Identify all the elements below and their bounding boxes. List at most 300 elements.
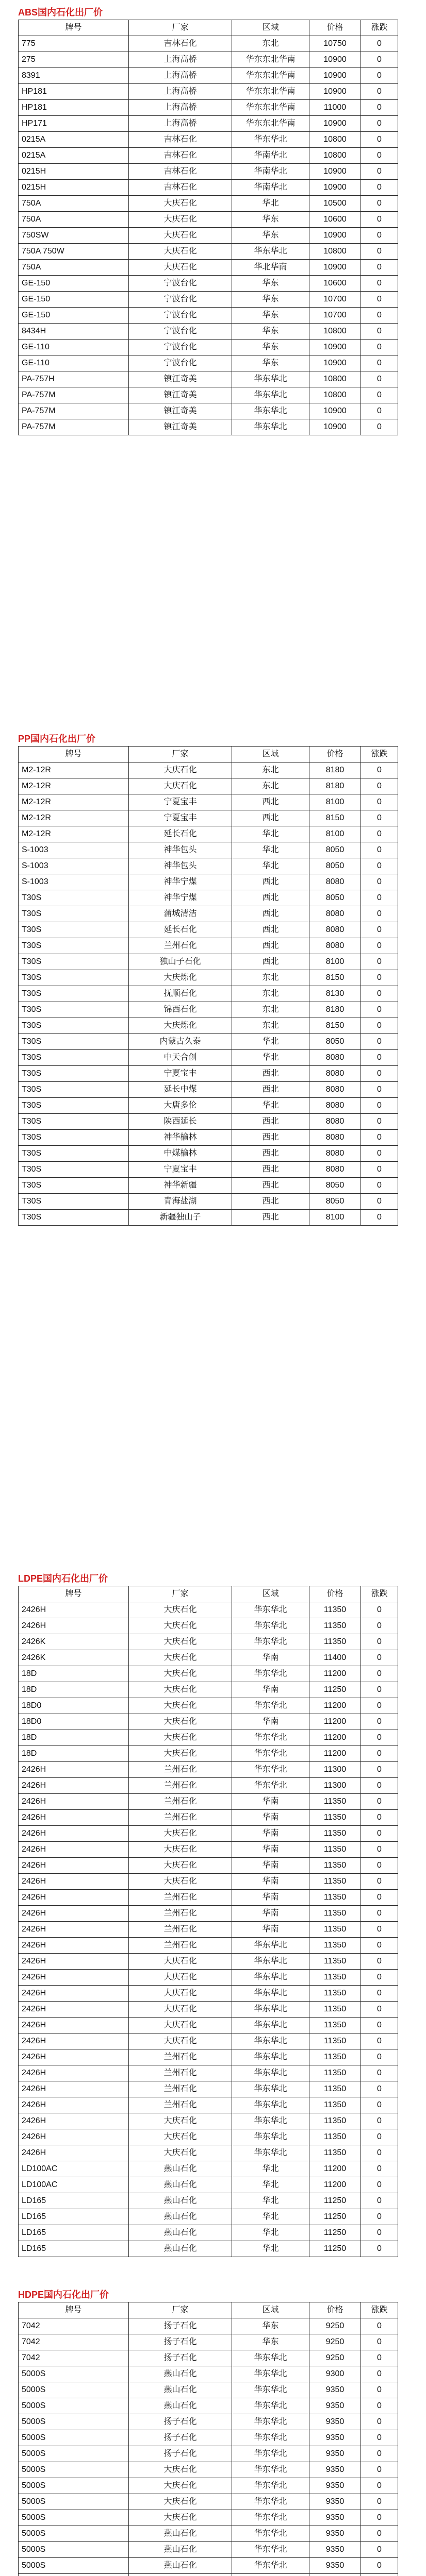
table-row bbox=[19, 212, 398, 228]
producer-cell: 青海盐湖 bbox=[129, 1194, 232, 1210]
grade-cell: 2426H bbox=[19, 2129, 129, 2145]
producer-cell: 扬子石化 bbox=[129, 2350, 232, 2366]
table-row bbox=[19, 1954, 398, 1970]
table-row bbox=[19, 2462, 398, 2478]
change-cell: 0 bbox=[361, 1066, 398, 1082]
column-header: 厂家 bbox=[129, 20, 232, 36]
grade-cell: T30S bbox=[19, 1066, 129, 1082]
region-cell: 华北 bbox=[232, 2193, 309, 2209]
grade-cell: 5000S bbox=[19, 2382, 129, 2398]
region-cell: 华东华北 bbox=[232, 1762, 309, 1778]
grade-cell: 2426H bbox=[19, 1602, 129, 1618]
grade-cell: 5000S bbox=[19, 2446, 129, 2462]
change-cell: 0 bbox=[361, 2161, 398, 2177]
grade-cell: 5000S bbox=[19, 2366, 129, 2382]
change-cell: 0 bbox=[361, 1730, 398, 1746]
grade-cell: 750A bbox=[19, 260, 129, 276]
producer-cell: 扬子石化 bbox=[129, 2446, 232, 2462]
price-cell: 11200 bbox=[309, 1666, 361, 1682]
producer-cell: 宁波台化 bbox=[129, 355, 232, 371]
producer-cell: 大庆石化 bbox=[129, 2494, 232, 2510]
table-row bbox=[19, 419, 398, 435]
grade-cell: PA-757H bbox=[19, 371, 129, 387]
price-cell: 9250 bbox=[309, 2350, 361, 2366]
region-cell: 华东华北 bbox=[232, 1938, 309, 1954]
section-title: LDPE国内石化出厂价 bbox=[18, 1573, 108, 1584]
change-cell: 0 bbox=[361, 2033, 398, 2049]
change-cell: 0 bbox=[361, 52, 398, 68]
producer-cell: 大庆石化 bbox=[129, 196, 232, 212]
table-row bbox=[19, 874, 398, 890]
grade-cell: PA-757M bbox=[19, 419, 129, 435]
table-row bbox=[19, 340, 398, 355]
region-cell: 华东华北 bbox=[232, 1730, 309, 1746]
producer-cell: 神华包头 bbox=[129, 858, 232, 874]
grade-cell: 5000S bbox=[19, 2398, 129, 2414]
change-cell: 0 bbox=[361, 1986, 398, 2002]
table-row bbox=[19, 2382, 398, 2398]
change-cell: 0 bbox=[361, 1890, 398, 1906]
producer-cell: 独山子石化 bbox=[129, 954, 232, 970]
price-table bbox=[18, 1586, 398, 2257]
section-title: ABS国内石化出厂价 bbox=[18, 7, 103, 18]
column-header: 厂家 bbox=[129, 747, 232, 762]
change-cell: 0 bbox=[361, 324, 398, 340]
grade-cell: 7042 bbox=[19, 2350, 129, 2366]
region-cell: 华东华北 bbox=[232, 387, 309, 403]
price-cell: 10900 bbox=[309, 116, 361, 132]
price-cell: 8080 bbox=[309, 1114, 361, 1130]
producer-cell: 上海高桥 bbox=[129, 68, 232, 84]
price-section bbox=[18, 5, 398, 435]
price-cell: 10800 bbox=[309, 132, 361, 148]
region-cell: 华南华北 bbox=[232, 164, 309, 180]
grade-cell: T30S bbox=[19, 1114, 129, 1130]
price-cell: 8080 bbox=[309, 1098, 361, 1114]
producer-cell: 吉林石化 bbox=[129, 132, 232, 148]
producer-cell: 中天合创 bbox=[129, 1050, 232, 1066]
table-row bbox=[19, 2097, 398, 2113]
table-row bbox=[19, 1210, 398, 1226]
change-cell: 0 bbox=[361, 2177, 398, 2193]
price-cell: 8080 bbox=[309, 1050, 361, 1066]
change-cell: 0 bbox=[361, 1162, 398, 1178]
price-cell: 11200 bbox=[309, 1730, 361, 1746]
table-row bbox=[19, 1634, 398, 1650]
producer-cell: 兰州石化 bbox=[129, 1906, 232, 1922]
region-cell: 华北 bbox=[232, 826, 309, 842]
price-cell: 9350 bbox=[309, 2478, 361, 2494]
table-row bbox=[19, 1890, 398, 1906]
change-cell: 0 bbox=[361, 276, 398, 292]
region-cell: 华东华北 bbox=[232, 1778, 309, 1794]
table-row bbox=[19, 1114, 398, 1130]
producer-cell: 神华新疆 bbox=[129, 1178, 232, 1194]
grade-cell: T30S bbox=[19, 954, 129, 970]
region-cell: 华南 bbox=[232, 1650, 309, 1666]
grade-cell: M2-12R bbox=[19, 778, 129, 794]
region-cell: 华东东北华南 bbox=[232, 84, 309, 100]
change-cell: 0 bbox=[361, 1194, 398, 1210]
grade-cell: 2426H bbox=[19, 2065, 129, 2081]
grade-cell: 0215A bbox=[19, 148, 129, 164]
price-cell: 11350 bbox=[309, 2065, 361, 2081]
change-cell: 0 bbox=[361, 762, 398, 778]
price-cell: 10800 bbox=[309, 387, 361, 403]
region-cell: 华东 bbox=[232, 292, 309, 308]
producer-cell: 兰州石化 bbox=[129, 2081, 232, 2097]
change-cell: 0 bbox=[361, 1858, 398, 1874]
price-cell: 10900 bbox=[309, 180, 361, 196]
price-cell: 10800 bbox=[309, 244, 361, 260]
grade-cell: T30S bbox=[19, 890, 129, 906]
price-cell: 9350 bbox=[309, 2446, 361, 2462]
grade-cell: 18D bbox=[19, 1666, 129, 1682]
table-row bbox=[19, 2177, 398, 2193]
region-cell: 华东东北华南 bbox=[232, 52, 309, 68]
grade-cell: GE-110 bbox=[19, 355, 129, 371]
region-cell: 华东华北 bbox=[232, 132, 309, 148]
table-row bbox=[19, 355, 398, 371]
price-cell: 9350 bbox=[309, 2510, 361, 2526]
producer-cell: 内蒙古久泰 bbox=[129, 1034, 232, 1050]
grade-cell: 2426K bbox=[19, 1634, 129, 1650]
table-row bbox=[19, 858, 398, 874]
table-row bbox=[19, 1018, 398, 1034]
table-row bbox=[19, 2145, 398, 2161]
region-cell: 西北 bbox=[232, 1066, 309, 1082]
price-cell: 11350 bbox=[309, 1890, 361, 1906]
table-row bbox=[19, 762, 398, 778]
change-cell: 0 bbox=[361, 148, 398, 164]
price-cell: 9350 bbox=[309, 2462, 361, 2478]
change-cell: 0 bbox=[361, 116, 398, 132]
table-row bbox=[19, 276, 398, 292]
table-row bbox=[19, 1730, 398, 1746]
change-cell: 0 bbox=[361, 36, 398, 52]
region-cell: 华东 bbox=[232, 2318, 309, 2334]
table-row bbox=[19, 986, 398, 1002]
column-header: 区域 bbox=[232, 20, 309, 36]
price-cell: 11350 bbox=[309, 2018, 361, 2033]
table-row bbox=[19, 2081, 398, 2097]
price-cell: 11350 bbox=[309, 1874, 361, 1890]
producer-cell: 大庆石化 bbox=[129, 2129, 232, 2145]
table-row bbox=[19, 1746, 398, 1762]
grade-cell: LD100AC bbox=[19, 2177, 129, 2193]
table-row bbox=[19, 292, 398, 308]
producer-cell: 大庆石化 bbox=[129, 1858, 232, 1874]
change-cell: 0 bbox=[361, 340, 398, 355]
table-row bbox=[19, 196, 398, 212]
grade-cell: GE-110 bbox=[19, 340, 129, 355]
price-cell: 11200 bbox=[309, 1746, 361, 1762]
producer-cell: 吉林石化 bbox=[129, 180, 232, 196]
price-cell: 11200 bbox=[309, 2161, 361, 2177]
price-cell bbox=[309, 2574, 361, 2576]
table-row bbox=[19, 2209, 398, 2225]
region-cell: 西北 bbox=[232, 1114, 309, 1130]
price-cell: 8130 bbox=[309, 986, 361, 1002]
grade-cell: 8391 bbox=[19, 68, 129, 84]
column-header: 厂家 bbox=[129, 1586, 232, 1602]
price-cell: 8050 bbox=[309, 858, 361, 874]
price-cell: 11350 bbox=[309, 1906, 361, 1922]
producer-cell: 上海高桥 bbox=[129, 84, 232, 100]
region-cell: 华南 bbox=[232, 1922, 309, 1938]
producer-cell: 大庆石化 bbox=[129, 1650, 232, 1666]
producer-cell: 大庆石化 bbox=[129, 2145, 232, 2161]
region-cell: 西北 bbox=[232, 906, 309, 922]
producer-cell: 大庆石化 bbox=[129, 2113, 232, 2129]
region-cell: 华南 bbox=[232, 1810, 309, 1826]
change-cell: 0 bbox=[361, 2494, 398, 2510]
producer-cell: 兰州石化 bbox=[129, 1778, 232, 1794]
producer-cell: 燕山石化 bbox=[129, 2225, 232, 2241]
grade-cell: PA-757M bbox=[19, 403, 129, 419]
table-row bbox=[19, 1698, 398, 1714]
change-cell: 0 bbox=[361, 1050, 398, 1066]
change-cell: 0 bbox=[361, 419, 398, 435]
grade-cell: 7042 bbox=[19, 2334, 129, 2350]
price-cell: 10900 bbox=[309, 164, 361, 180]
table-row bbox=[19, 164, 398, 180]
producer-cell: 大庆石化 bbox=[129, 2033, 232, 2049]
grade-cell: 18D0 bbox=[19, 1714, 129, 1730]
region-cell: 华北 bbox=[232, 2209, 309, 2225]
column-header: 牌号 bbox=[19, 20, 129, 36]
producer-cell: 延长中煤 bbox=[129, 1082, 232, 1098]
price-cell: 9250 bbox=[309, 2334, 361, 2350]
producer-cell: 延长石化 bbox=[129, 922, 232, 938]
price-cell: 8080 bbox=[309, 906, 361, 922]
table-row bbox=[19, 906, 398, 922]
change-cell bbox=[361, 2574, 398, 2576]
grade-cell: 5000S bbox=[19, 2414, 129, 2430]
table-row bbox=[19, 2225, 398, 2241]
region-cell: 华东华北 bbox=[232, 2526, 309, 2542]
table-row bbox=[19, 826, 398, 842]
producer-cell: 大庆石化 bbox=[129, 1746, 232, 1762]
price-cell: 9350 bbox=[309, 2494, 361, 2510]
price-cell: 11350 bbox=[309, 1922, 361, 1938]
price-cell: 10900 bbox=[309, 260, 361, 276]
region-cell: 华东 bbox=[232, 212, 309, 228]
region-cell: 华南 bbox=[232, 1842, 309, 1858]
price-cell: 11350 bbox=[309, 1794, 361, 1810]
change-cell: 0 bbox=[361, 1954, 398, 1970]
producer-cell: 大唐多伦 bbox=[129, 1098, 232, 1114]
table-row bbox=[19, 1098, 398, 1114]
column-header: 涨跌 bbox=[361, 2302, 398, 2318]
producer-cell: 宁夏宝丰 bbox=[129, 810, 232, 826]
producer-cell: 燕山石化 bbox=[129, 2526, 232, 2542]
producer-cell: 燕山石化 bbox=[129, 2209, 232, 2225]
price-cell: 10600 bbox=[309, 276, 361, 292]
price-cell: 10900 bbox=[309, 403, 361, 419]
region-cell: 华东华北 bbox=[232, 403, 309, 419]
grade-cell: T30S bbox=[19, 1210, 129, 1226]
producer-cell: 兰州石化 bbox=[129, 2065, 232, 2081]
price-cell: 9350 bbox=[309, 2414, 361, 2430]
price-cell: 10800 bbox=[309, 324, 361, 340]
price-cell: 9350 bbox=[309, 2398, 361, 2414]
change-cell: 0 bbox=[361, 2526, 398, 2542]
price-cell: 9350 bbox=[309, 2526, 361, 2542]
region-cell: 华东华北 bbox=[232, 1970, 309, 1986]
change-cell: 0 bbox=[361, 2478, 398, 2494]
region-cell: 华东华北 bbox=[232, 1698, 309, 1714]
change-cell: 0 bbox=[361, 1922, 398, 1938]
table-row bbox=[19, 1002, 398, 1018]
region-cell: 华东 bbox=[232, 340, 309, 355]
producer-cell bbox=[129, 2574, 232, 2576]
change-cell: 0 bbox=[361, 2129, 398, 2145]
price-cell: 8080 bbox=[309, 1162, 361, 1178]
table-row bbox=[19, 68, 398, 84]
price-cell: 11200 bbox=[309, 1714, 361, 1730]
region-cell: 西北 bbox=[232, 1210, 309, 1226]
grade-cell: T30S bbox=[19, 1034, 129, 1050]
region-cell: 东北 bbox=[232, 1002, 309, 1018]
region-cell: 华南 bbox=[232, 1682, 309, 1698]
producer-cell: 宁波台化 bbox=[129, 276, 232, 292]
change-cell: 0 bbox=[361, 1618, 398, 1634]
grade-cell: 8434H bbox=[19, 324, 129, 340]
table-row bbox=[19, 260, 398, 276]
table-row bbox=[19, 371, 398, 387]
table-row bbox=[19, 308, 398, 324]
price-cell: 10700 bbox=[309, 308, 361, 324]
grade-cell: 2426H bbox=[19, 2145, 129, 2161]
grade-cell: 2426H bbox=[19, 2033, 129, 2049]
table-row bbox=[19, 1162, 398, 1178]
grade-cell: 2426H bbox=[19, 1762, 129, 1778]
grade-cell: 18D bbox=[19, 1682, 129, 1698]
grade-cell: 2426H bbox=[19, 2113, 129, 2129]
grade-cell: 2426H bbox=[19, 1826, 129, 1842]
change-cell: 0 bbox=[361, 2542, 398, 2558]
region-cell: 华东华北 bbox=[232, 2018, 309, 2033]
producer-cell: 大庆石化 bbox=[129, 2510, 232, 2526]
table-row bbox=[19, 2558, 398, 2574]
price-cell: 8150 bbox=[309, 1018, 361, 1034]
producer-cell: 大庆炼化 bbox=[129, 970, 232, 986]
price-cell: 11350 bbox=[309, 2049, 361, 2065]
region-cell: 西北 bbox=[232, 874, 309, 890]
change-cell: 0 bbox=[361, 2193, 398, 2209]
grade-cell: 0215A bbox=[19, 132, 129, 148]
table-row bbox=[19, 324, 398, 340]
table-row bbox=[19, 2526, 398, 2542]
producer-cell: 大庆石化 bbox=[129, 2002, 232, 2018]
grade-cell: 18D bbox=[19, 1746, 129, 1762]
region-cell: 华北 bbox=[232, 2161, 309, 2177]
price-cell: 8080 bbox=[309, 1146, 361, 1162]
producer-cell: 神华宁煤 bbox=[129, 874, 232, 890]
grade-cell: GE-150 bbox=[19, 276, 129, 292]
change-cell: 0 bbox=[361, 954, 398, 970]
grade-cell: T30S bbox=[19, 922, 129, 938]
price-cell: 8080 bbox=[309, 1130, 361, 1146]
price-cell: 11350 bbox=[309, 1618, 361, 1634]
region-cell: 华南 bbox=[232, 1714, 309, 1730]
change-cell: 0 bbox=[361, 1114, 398, 1130]
column-header: 区域 bbox=[232, 2302, 309, 2318]
grade-cell: T30S bbox=[19, 1146, 129, 1162]
change-cell: 0 bbox=[361, 2209, 398, 2225]
producer-cell: 抚顺石化 bbox=[129, 986, 232, 1002]
change-cell: 0 bbox=[361, 371, 398, 387]
change-cell: 0 bbox=[361, 826, 398, 842]
price-section bbox=[18, 732, 398, 1226]
producer-cell: 吉林石化 bbox=[129, 148, 232, 164]
grade-cell: 750A bbox=[19, 196, 129, 212]
region-cell: 西北 bbox=[232, 890, 309, 906]
change-cell: 0 bbox=[361, 1130, 398, 1146]
change-cell: 0 bbox=[361, 2002, 398, 2018]
change-cell: 0 bbox=[361, 2065, 398, 2081]
table-row bbox=[19, 1810, 398, 1826]
grade-cell: 2426H bbox=[19, 2049, 129, 2065]
producer-cell: 大庆石化 bbox=[129, 1666, 232, 1682]
region-cell: 华北 bbox=[232, 2241, 309, 2257]
grade-cell: 2426H bbox=[19, 1922, 129, 1938]
change-cell: 0 bbox=[361, 1650, 398, 1666]
grade-cell: T30S bbox=[19, 1162, 129, 1178]
grade-cell: M2-12R bbox=[19, 762, 129, 778]
change-cell: 0 bbox=[361, 874, 398, 890]
producer-cell: 宁夏宝丰 bbox=[129, 794, 232, 810]
grade-cell: 2426H bbox=[19, 1794, 129, 1810]
price-cell: 11350 bbox=[309, 1986, 361, 2002]
price-cell: 8150 bbox=[309, 970, 361, 986]
grade-cell: 2426H bbox=[19, 1890, 129, 1906]
region-cell: 华东华北 bbox=[232, 2049, 309, 2065]
producer-cell: 蒲城清洁 bbox=[129, 906, 232, 922]
change-cell: 0 bbox=[361, 794, 398, 810]
region-cell: 华北 bbox=[232, 842, 309, 858]
price-cell: 9300 bbox=[309, 2366, 361, 2382]
region-cell: 华东华北 bbox=[232, 2398, 309, 2414]
change-cell: 0 bbox=[361, 1178, 398, 1194]
table-row bbox=[19, 1794, 398, 1810]
grade-cell: PA-757M bbox=[19, 387, 129, 403]
grade-cell: 0215H bbox=[19, 164, 129, 180]
change-cell: 0 bbox=[361, 2510, 398, 2526]
grade-cell: M2-12R bbox=[19, 794, 129, 810]
column-header: 牌号 bbox=[19, 1586, 129, 1602]
table-row bbox=[19, 180, 398, 196]
change-cell: 0 bbox=[361, 778, 398, 794]
price-cell: 10900 bbox=[309, 419, 361, 435]
grade-cell: 5000S bbox=[19, 2526, 129, 2542]
producer-cell: 兰州石化 bbox=[129, 2049, 232, 2065]
table-row bbox=[19, 2049, 398, 2065]
grade-cell: HP181 bbox=[19, 100, 129, 116]
table-row bbox=[19, 1666, 398, 1682]
producer-cell: 兰州石化 bbox=[129, 1890, 232, 1906]
region-cell: 东北 bbox=[232, 778, 309, 794]
producer-cell: 兰州石化 bbox=[129, 2097, 232, 2113]
grade-cell: 2426H bbox=[19, 2002, 129, 2018]
price-cell: 8080 bbox=[309, 1082, 361, 1098]
grade-cell: 2426H bbox=[19, 1970, 129, 1986]
price-cell: 9350 bbox=[309, 2382, 361, 2398]
price-cell: 10900 bbox=[309, 340, 361, 355]
producer-cell: 宁夏宝丰 bbox=[129, 1066, 232, 1082]
region-cell: 华东华北 bbox=[232, 1666, 309, 1682]
